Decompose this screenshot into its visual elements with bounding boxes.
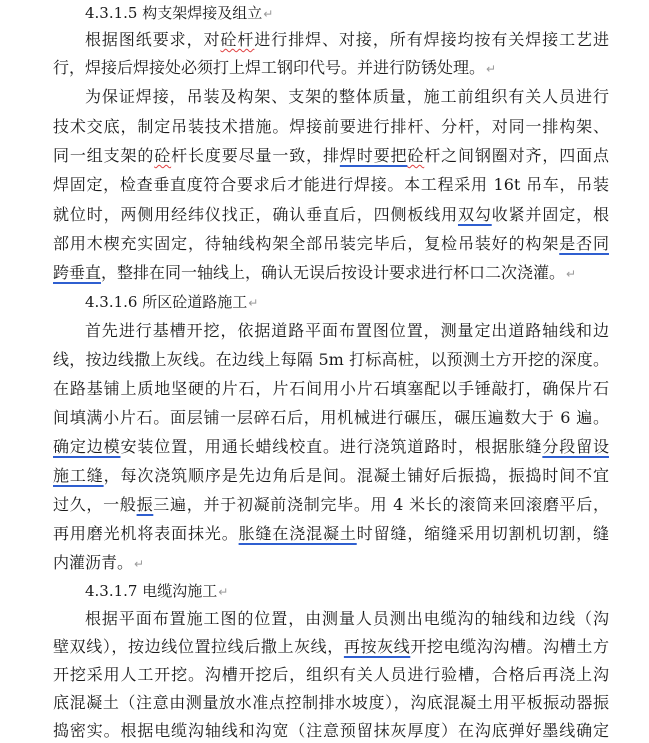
grammar-flag: 振 bbox=[136, 495, 154, 514]
section-heading: 4.3.1.6 所区砼道路施工↵ bbox=[85, 293, 259, 311]
text-line: 施工缝，每次浇筑顺序是先边角后是间。混凝土铺好后振捣，振捣时间不宜 bbox=[53, 466, 609, 485]
text-line: 同一组支架的砼杆长度要尽量一致，排焊时要把砼杆之间钢圈对齐，四面点 bbox=[53, 146, 609, 165]
grammar-flag: 是否同 bbox=[559, 234, 609, 253]
text-line: 间填满小片石。面层铺一层碎石后，用机械进行碾压，碾压遍数大于 6 遍。 bbox=[53, 408, 609, 427]
text-line: 根据平面布置施工图的位置，由测量人员测出电缆沟的轴线和边线（沟 bbox=[85, 609, 609, 628]
spelling-flag: 砼杆 bbox=[220, 30, 255, 49]
grammar-flag: 双勾 bbox=[457, 205, 492, 224]
text-line: 壁双线），按边线位置拉线后撒上灰线，再按灰线开挖电缆沟沟槽。沟槽土方 bbox=[53, 637, 609, 656]
text-line: 捣密实。根据电缆沟轴线和沟宽（注意预留抹灰厚度）在沟底弹好墨线确定 bbox=[53, 721, 609, 740]
text-line: 再用磨光机将表面抹光。胀缝在浇混凝土时留缝，缩缝采用切割机切割，缝 bbox=[53, 524, 609, 543]
text-line: 就位时，两侧用经纬仪找正，确认垂直后，四侧板线用双勾收紧并固定，根 bbox=[53, 205, 609, 224]
text-line: 线，按边线撒上灰线。在边线上每隔 5m 打标高桩，以预测土方开挖的深度。 bbox=[53, 350, 609, 369]
text-line: 焊固定，检查垂直度符合要求后才能进行焊接。本工程采用 16t 吊车，吊装 bbox=[53, 175, 609, 194]
text-line: 底混凝土（注意由测量放水准点控制排水坡度），沟底混凝土用平板振动器振 bbox=[53, 693, 609, 712]
text-line: 为保证焊接，吊装及构架、支架的整体质量，施工前组织有关人员进行 bbox=[85, 87, 609, 106]
grammar-flag: 跨垂直 bbox=[53, 263, 102, 282]
text-line: 跨垂直，整排在同一轴线上，确认无误后按设计要求进行杯口二次浇灌。↵ bbox=[53, 263, 577, 282]
spelling-flag: 砼 bbox=[407, 146, 425, 165]
text-line: 根据图纸要求，对砼杆进行排焊、对接，所有焊接均按有关焊接工艺进 bbox=[85, 30, 609, 49]
grammar-flag: 分段留设 bbox=[542, 437, 609, 456]
grammar-flag: 胀缝在浇混凝土 bbox=[238, 524, 357, 543]
section-heading: 4.3.1.5 构支架焊接及组立↵ bbox=[85, 4, 274, 22]
spelling-flag: 砼 bbox=[154, 146, 172, 165]
text-line: 过久，一般振三遍，并于初凝前浇制完毕。用 4 米长的滚筒来回滚磨平后， bbox=[53, 495, 609, 514]
grammar-flag: 焊时要把 bbox=[339, 146, 408, 165]
text-line: 开挖采用人工开挖。沟槽开挖后，组织有关人员进行验槽，合格后再浇上沟 bbox=[53, 665, 609, 684]
text-line: 部用木楔充实固定，待轴线构架全部吊装完毕后，复检吊装好的构架是否同 bbox=[53, 234, 609, 253]
section-heading: 4.3.1.7 电缆沟施工↵ bbox=[85, 582, 229, 600]
text-line: 确定边模安装位置，用通长蜡线校直。进行浇筑道路时，根据胀缝分段留设 bbox=[53, 437, 609, 456]
text-line: 行，焊接后焊接处必须打上焊工钢印代号。并进行防锈处理。↵ bbox=[53, 58, 497, 77]
grammar-flag: 再按灰线 bbox=[343, 637, 411, 656]
text-line: 内灌沥青。↵ bbox=[53, 553, 145, 572]
text-line: 技术交底，制定吊装技术措施。焊接前要进行排杆、分杆，对同一排构架、 bbox=[53, 117, 609, 136]
text-line: 在路基铺上质地坚硬的片石，片石间用小片石填塞配以手锤敲打，确保片石 bbox=[53, 379, 609, 398]
text-line: 首先进行基槽开挖，依据道路平面布置图位置，测量定出道路轴线和边 bbox=[85, 321, 609, 340]
grammar-flag: 施工缝 bbox=[53, 466, 104, 485]
grammar-flag: 确定边模 bbox=[53, 437, 121, 456]
